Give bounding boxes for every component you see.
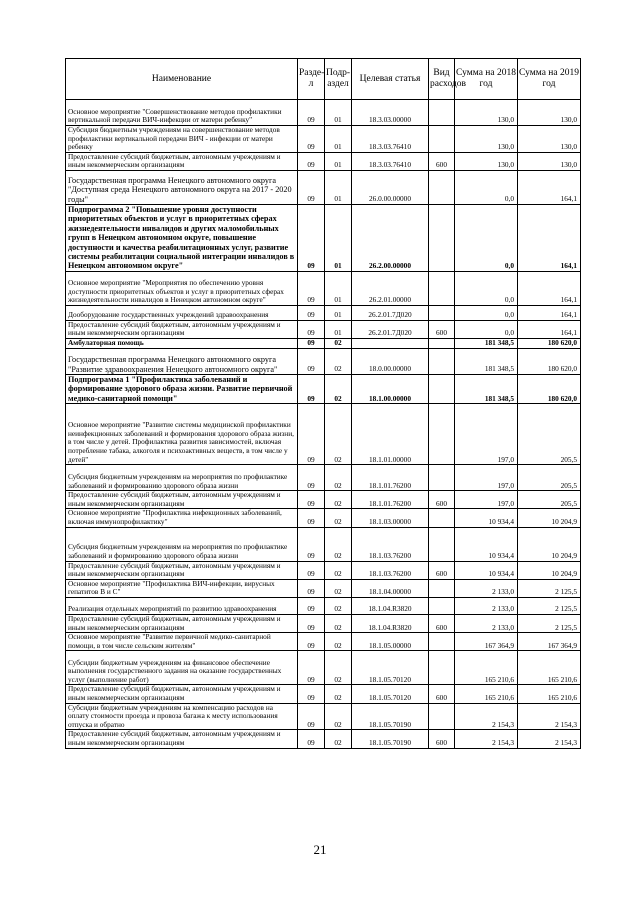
table-row xyxy=(66,527,581,561)
cell-name: Основное мероприятие "Развитие системы медицинской профилактики неинфекционных заболеваний и формирования здорового образа жизни, в том числе у детей. Профилактика развития зависимостей, включая потребление табака, алкоголя и психоактивных веществ, в том числе у детей" xyxy=(66,404,298,465)
cell-s18: 0,0 xyxy=(455,271,518,305)
cell-s19: 164,1 xyxy=(518,271,581,305)
cell-cs: 18.1.04.00000 xyxy=(352,579,429,597)
cell-s19: 130,0 xyxy=(518,126,581,153)
cell-vr xyxy=(429,170,455,204)
cell-s19: 2 125,5 xyxy=(518,597,581,614)
cell-name: Предоставление субсидий бюджетным, автономным учреждениям и иным некоммерческим организациям xyxy=(66,320,298,338)
cell-r: 09 xyxy=(298,404,325,465)
cell-r: 09 xyxy=(298,100,325,126)
cell-p: 02 xyxy=(325,404,352,465)
cell-p: 02 xyxy=(325,703,352,730)
cell-cs: 26.2.01.7Д020 xyxy=(352,320,429,338)
cell-vr xyxy=(429,204,455,271)
cell-p: 01 xyxy=(325,126,352,153)
cell-s18: 2 154,3 xyxy=(455,703,518,730)
cell-s18: 130,0 xyxy=(455,152,518,170)
cell-s18: 165 210,6 xyxy=(455,651,518,685)
cell-s18: 2 133,0 xyxy=(455,579,518,597)
cell-s18: 0,0 xyxy=(455,305,518,320)
cell-p: 01 xyxy=(325,152,352,170)
cell-s18: 165 210,6 xyxy=(455,685,518,703)
header-subsection: Подраздел xyxy=(325,59,352,100)
cell-s19: 180 620,0 xyxy=(518,349,581,375)
cell-vr xyxy=(429,465,455,491)
cell-p: 01 xyxy=(325,170,352,204)
cell-s19: 165 210,6 xyxy=(518,685,581,703)
cell-p: 02 xyxy=(325,339,352,349)
cell-vr xyxy=(429,100,455,126)
cell-p: 02 xyxy=(325,579,352,597)
header-sum-2018: Сумма на 2018 год xyxy=(455,59,518,100)
cell-s19: 130,0 xyxy=(518,100,581,126)
cell-p: 02 xyxy=(325,465,352,491)
cell-r: 09 xyxy=(298,320,325,338)
cell-vr xyxy=(429,527,455,561)
cell-p: 02 xyxy=(325,651,352,685)
table-row xyxy=(66,152,581,170)
cell-s19: 205,5 xyxy=(518,404,581,465)
cell-p: 02 xyxy=(325,375,352,404)
cell-p: 02 xyxy=(325,491,352,509)
cell-s18: 181 348,5 xyxy=(455,339,518,349)
cell-s19: 180 620,0 xyxy=(518,339,581,349)
cell-p: 01 xyxy=(325,100,352,126)
table-row xyxy=(66,465,581,491)
cell-r: 09 xyxy=(298,375,325,404)
cell-cs: 18.1.05.70120 xyxy=(352,651,429,685)
cell-s19: 130,0 xyxy=(518,152,581,170)
cell-s19: 164,1 xyxy=(518,305,581,320)
cell-cs: 18.1.05.70190 xyxy=(352,730,429,748)
cell-cs: 18.0.00.00000 xyxy=(352,349,429,375)
cell-cs: 18.1.05.00000 xyxy=(352,633,429,651)
table-row xyxy=(66,597,581,614)
cell-s19: 164,1 xyxy=(518,170,581,204)
cell-vr xyxy=(429,339,455,349)
cell-r: 09 xyxy=(298,703,325,730)
cell-name: Субсидии бюджетным учреждениям на компенсацию расходов на оплату стоимости проезда и провоза багажа к месту использования отпуска и обратно xyxy=(66,703,298,730)
cell-name: Субсидия бюджетным учреждениям на мероприятия по профилактике заболеваний и формированию здорового образа жизни xyxy=(66,527,298,561)
table-row xyxy=(66,614,581,632)
cell-cs: 18.1.01.76200 xyxy=(352,491,429,509)
cell-cs: 18.1.03.00000 xyxy=(352,509,429,527)
table-row xyxy=(66,126,581,153)
cell-p: 01 xyxy=(325,204,352,271)
cell-vr xyxy=(429,126,455,153)
cell-name: Предоставление субсидий бюджетным, автономным учреждениям и иным некоммерческим организациям xyxy=(66,614,298,632)
cell-s18: 197,0 xyxy=(455,491,518,509)
cell-p: 02 xyxy=(325,685,352,703)
cell-p: 02 xyxy=(325,509,352,527)
cell-vr: 600 xyxy=(429,152,455,170)
cell-p: 02 xyxy=(325,614,352,632)
cell-vr xyxy=(429,375,455,404)
cell-r: 09 xyxy=(298,527,325,561)
cell-s19: 2 154,3 xyxy=(518,703,581,730)
cell-cs: 26.2.01.7Д020 xyxy=(352,305,429,320)
cell-p: 02 xyxy=(325,527,352,561)
cell-r: 09 xyxy=(298,614,325,632)
cell-r: 09 xyxy=(298,685,325,703)
cell-vr: 600 xyxy=(429,614,455,632)
cell-s18: 181 348,5 xyxy=(455,349,518,375)
cell-vr xyxy=(429,349,455,375)
cell-r: 09 xyxy=(298,152,325,170)
cell-s18: 2 154,3 xyxy=(455,730,518,748)
cell-p: 01 xyxy=(325,320,352,338)
cell-p: 02 xyxy=(325,561,352,579)
cell-r: 09 xyxy=(298,491,325,509)
cell-s18: 197,0 xyxy=(455,465,518,491)
cell-name: Основное мероприятие "Профилактика ВИЧ-инфекции, вирусных гепатитов В и С" xyxy=(66,579,298,597)
cell-name: Предоставление субсидий бюджетным, автономным учреждениям и иным некоммерческим организациям xyxy=(66,730,298,748)
cell-s19: 205,5 xyxy=(518,491,581,509)
cell-name: Предоставление субсидий бюджетным, автономным учреждениям и иным некоммерческим организациям xyxy=(66,561,298,579)
cell-name: Субсидия бюджетным учреждениям на совершенствование методов профилактики вертикальной передачи ВИЧ - инфекции от матери ребенку xyxy=(66,126,298,153)
cell-cs: 26.2.01.00000 xyxy=(352,271,429,305)
cell-cs: 18.1.03.76200 xyxy=(352,527,429,561)
cell-cs: 18.3.03.76410 xyxy=(352,152,429,170)
cell-s18: 2 133,0 xyxy=(455,597,518,614)
cell-vr xyxy=(429,509,455,527)
table-row xyxy=(66,685,581,703)
cell-p: 01 xyxy=(325,305,352,320)
cell-s19: 205,5 xyxy=(518,465,581,491)
cell-vr xyxy=(429,305,455,320)
table-row xyxy=(66,561,581,579)
cell-vr: 600 xyxy=(429,491,455,509)
table-row xyxy=(66,349,581,375)
cell-s18: 10 934,4 xyxy=(455,527,518,561)
cell-r: 09 xyxy=(298,465,325,491)
cell-name: Основное мероприятие "Мероприятия по обеспечению уровня доступности приоритетных объектов и услуг в приоритетных сферах жизнедеятельности инвалидов в Ненецком автономном округе" xyxy=(66,271,298,305)
table-row xyxy=(66,703,581,730)
cell-s19: 2 125,5 xyxy=(518,579,581,597)
cell-vr: 600 xyxy=(429,685,455,703)
table-row xyxy=(66,204,581,271)
cell-s18: 2 133,0 xyxy=(455,614,518,632)
cell-cs: 18.1.05.70190 xyxy=(352,703,429,730)
cell-p: 02 xyxy=(325,597,352,614)
cell-s18: 181 348,5 xyxy=(455,375,518,404)
cell-r: 09 xyxy=(298,271,325,305)
cell-name: Основное мероприятие "Развитие первичной медико-санитарной помощи, в том числе сельским жителям" xyxy=(66,633,298,651)
cell-s19: 10 204,9 xyxy=(518,561,581,579)
cell-vr xyxy=(429,651,455,685)
cell-vr: 600 xyxy=(429,320,455,338)
cell-s18: 130,0 xyxy=(455,126,518,153)
table-row xyxy=(66,339,581,349)
table-row xyxy=(66,170,581,204)
cell-s19: 2 154,3 xyxy=(518,730,581,748)
table-header-row xyxy=(66,59,581,100)
cell-r: 09 xyxy=(298,170,325,204)
cell-name: Подпрограмма 1 "Профилактика заболеваний и формирование здорового образа жизни. Развитие первичной медико-санитарной помощи" xyxy=(66,375,298,404)
cell-r: 09 xyxy=(298,633,325,651)
cell-vr xyxy=(429,703,455,730)
cell-s18: 167 364,9 xyxy=(455,633,518,651)
cell-cs: 26.0.00.00000 xyxy=(352,170,429,204)
cell-name: Государственная программа Ненецкого автономного округа "Развитие здравоохранения Ненецкого автономного округа" xyxy=(66,349,298,375)
table-row xyxy=(66,404,581,465)
cell-name: Государственная программа Ненецкого автономного округа "Доступная среда Ненецкого автономного округа на 2017 - 2020 годы" xyxy=(66,170,298,204)
cell-name: Реализация отдельных мероприятий по развитию здравоохранения xyxy=(66,597,298,614)
cell-r: 09 xyxy=(298,561,325,579)
table-row xyxy=(66,305,581,320)
cell-cs: 18.1.00.00000 xyxy=(352,375,429,404)
cell-cs: 18.1.04.R3820 xyxy=(352,614,429,632)
header-name: Наименование xyxy=(66,59,298,100)
cell-s18: 0,0 xyxy=(455,170,518,204)
cell-p: 01 xyxy=(325,271,352,305)
cell-name: Субсидии бюджетным учреждениям на финансовое обеспечение выполнения государственного задания на оказание государственных услуг (выполнение работ) xyxy=(66,651,298,685)
cell-cs xyxy=(352,339,429,349)
table-row xyxy=(66,651,581,685)
cell-s19: 167 364,9 xyxy=(518,633,581,651)
cell-r: 09 xyxy=(298,349,325,375)
cell-r: 09 xyxy=(298,339,325,349)
cell-s19: 180 620,0 xyxy=(518,375,581,404)
cell-name: Предоставление субсидий бюджетным, автономным учреждениям и иным некоммерческим организациям xyxy=(66,491,298,509)
cell-name: Основное мероприятие "Профилактика инфекционных заболеваний, включая иммунопрофилактику" xyxy=(66,509,298,527)
cell-s19: 165 210,6 xyxy=(518,651,581,685)
cell-s18: 10 934,4 xyxy=(455,509,518,527)
cell-s19: 10 204,9 xyxy=(518,509,581,527)
table-row xyxy=(66,491,581,509)
cell-cs: 18.1.01.76200 xyxy=(352,465,429,491)
cell-vr xyxy=(429,271,455,305)
header-target: Целевая статья xyxy=(352,59,429,100)
cell-name: Дооборудование государственных учреждений здравоохранения xyxy=(66,305,298,320)
cell-name: Предоставление субсидий бюджетным, автономным учреждениям и иным некоммерческим организациям xyxy=(66,685,298,703)
cell-cs: 18.1.03.76200 xyxy=(352,561,429,579)
cell-vr xyxy=(429,579,455,597)
cell-p: 02 xyxy=(325,633,352,651)
cell-s18: 130,0 xyxy=(455,100,518,126)
cell-r: 09 xyxy=(298,305,325,320)
cell-s19: 164,1 xyxy=(518,204,581,271)
table-row xyxy=(66,633,581,651)
cell-r: 09 xyxy=(298,579,325,597)
cell-cs: 18.3.03.00000 xyxy=(352,100,429,126)
cell-r: 09 xyxy=(298,126,325,153)
cell-cs: 18.3.03.76410 xyxy=(352,126,429,153)
cell-s18: 0,0 xyxy=(455,204,518,271)
cell-cs: 18.1.04.R3820 xyxy=(352,597,429,614)
cell-cs: 18.1.01.00000 xyxy=(352,404,429,465)
cell-r: 09 xyxy=(298,730,325,748)
cell-s19: 2 125,5 xyxy=(518,614,581,632)
cell-name: Предоставление субсидий бюджетным, автономным учреждениям и иным некоммерческим организациям xyxy=(66,152,298,170)
cell-s19: 164,1 xyxy=(518,320,581,338)
cell-vr: 600 xyxy=(429,561,455,579)
table-row xyxy=(66,579,581,597)
header-expense-type: Вид расходов xyxy=(429,59,455,100)
cell-r: 09 xyxy=(298,204,325,271)
cell-s19: 10 204,9 xyxy=(518,527,581,561)
cell-p: 02 xyxy=(325,349,352,375)
cell-name: Амбулаторная помощь xyxy=(66,339,298,349)
table-row xyxy=(66,271,581,305)
cell-p: 02 xyxy=(325,730,352,748)
table-row xyxy=(66,375,581,404)
header-sum-2019: Сумма на 2019 год xyxy=(518,59,581,100)
cell-r: 09 xyxy=(298,597,325,614)
cell-s18: 0,0 xyxy=(455,320,518,338)
cell-vr xyxy=(429,404,455,465)
cell-s18: 197,0 xyxy=(455,404,518,465)
cell-r: 09 xyxy=(298,651,325,685)
cell-cs: 18.1.05.70120 xyxy=(352,685,429,703)
cell-r: 09 xyxy=(298,509,325,527)
cell-name: Основное мероприятие "Совершенствование методов профилактики вертикальной передачи ВИЧ-инфекции от матери ребенку" xyxy=(66,100,298,126)
cell-name: Подпрограмма 2 "Повышение уровня доступности приоритетных объектов и услуг в приоритетных сферах жизнедеятельности инвалидов и других маломобильных групп в Ненецком автономном округе, повышение доступности и качества реабилитационных услуг, развитие системы реабилитации социальной интеграции инвалидов в Ненецком автономном округе" xyxy=(66,204,298,271)
header-section: Раздел xyxy=(298,59,325,100)
cell-vr: 600 xyxy=(429,730,455,748)
table-row xyxy=(66,509,581,527)
cell-vr xyxy=(429,597,455,614)
cell-s18: 10 934,4 xyxy=(455,561,518,579)
cell-cs: 26.2.00.00000 xyxy=(352,204,429,271)
table-row xyxy=(66,320,581,338)
budget-table xyxy=(65,58,581,749)
table-row xyxy=(66,730,581,748)
cell-name: Субсидия бюджетным учреждениям на мероприятия по профилактике заболеваний и формированию здорового образа жизни xyxy=(66,465,298,491)
cell-vr xyxy=(429,633,455,651)
page-number: 21 xyxy=(313,842,327,857)
table-row xyxy=(66,100,581,126)
